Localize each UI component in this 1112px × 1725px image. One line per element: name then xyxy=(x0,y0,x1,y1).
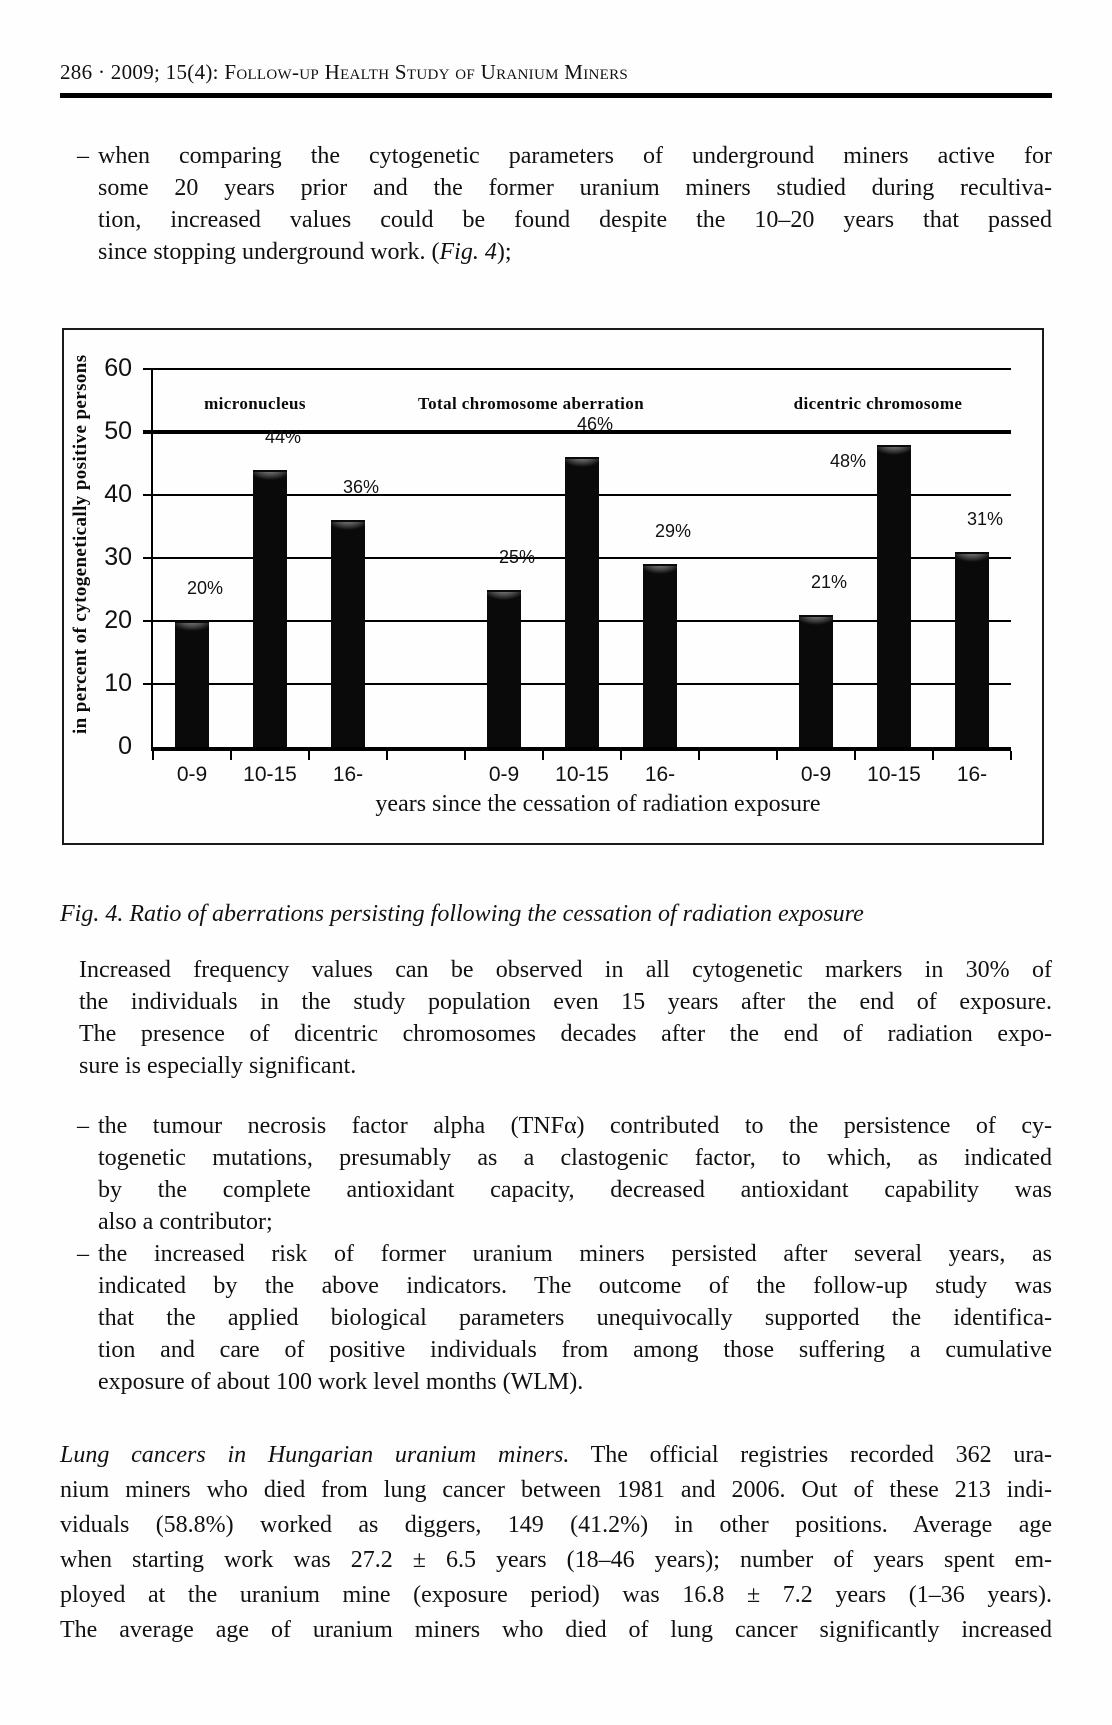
bullet-text xyxy=(98,140,1052,268)
text-line: indicated by the above indicators. The outcome of the follow-up study was xyxy=(98,1273,1052,1299)
bar xyxy=(877,445,911,747)
bullet-text xyxy=(98,1110,1052,1238)
text-column xyxy=(60,0,1052,1648)
x-axis-tick xyxy=(1010,751,1012,760)
text-line: Lung cancers in Hungarian uranium miners. The official registries recorded 362 ura- xyxy=(60,1442,1052,1468)
gridline-60 xyxy=(143,368,1011,370)
bar xyxy=(331,520,365,747)
value-label: 25% xyxy=(498,546,536,567)
bullet-item-risk xyxy=(60,1238,1052,1398)
y-tick-label: 0 xyxy=(118,732,132,760)
group-label: Total chromosome aberration xyxy=(417,394,645,413)
y-tick-label: 10 xyxy=(104,669,132,697)
category-label: 16- xyxy=(332,763,364,786)
bullet-marker: – xyxy=(77,1241,89,1267)
y-tick-label: 40 xyxy=(104,480,132,508)
bar xyxy=(799,615,833,747)
text-line: by the complete antioxidant capacity, decreased antioxidant capability was xyxy=(98,1177,1052,1203)
bar xyxy=(955,552,989,747)
bullet-item-comparison xyxy=(60,140,1052,268)
x-axis-tick xyxy=(542,751,544,760)
category-label: 16- xyxy=(644,763,676,786)
group-label: dicentric chromosome xyxy=(793,394,963,413)
y-axis-label: in percent of cytogenetically positive persons xyxy=(70,354,91,734)
value-label: 48% xyxy=(829,450,867,471)
category-label: 0-9 xyxy=(176,763,208,786)
bullet-text xyxy=(98,1238,1052,1398)
category-label: 0-9 xyxy=(800,763,832,786)
text-line: togenetic mutations, presumably as a clastogenic factor, to which, as indicated xyxy=(98,1145,1052,1171)
y-tick-label: 60 xyxy=(104,354,132,382)
text-line: ployed at the uranium mine (exposure period) was 16.8 ± 7.2 years (1–36 years). xyxy=(60,1582,1052,1608)
text-line: exposure of about 100 work level months (WLM). xyxy=(98,1369,584,1395)
x-axis-tick xyxy=(932,751,934,760)
text-line: when comparing the cytogenetic parameters of underground miners active for xyxy=(98,143,1052,169)
x-axis-tick xyxy=(464,751,466,760)
text-line: the tumour necrosis factor alpha (TNFα) contributed to the persistence of cy- xyxy=(98,1113,1052,1139)
text-line: tion and care of positive individuals from among those suffering a cumulative xyxy=(98,1337,1052,1363)
category-label: 10-15 xyxy=(243,763,297,786)
text-line: some 20 years prior and the former uranium miners studied during recultiva- xyxy=(98,175,1052,201)
text-line: Increased frequency values can be observed in all cytogenetic markers in 30% of xyxy=(79,957,1052,983)
paragraph-lung-cancers xyxy=(60,1438,1052,1648)
x-axis-tick xyxy=(308,751,310,760)
text-line: the individuals in the study population even 15 years after the end of exposure. xyxy=(79,989,1052,1015)
bullet-marker: – xyxy=(77,1113,89,1139)
value-label: 20% xyxy=(186,578,224,598)
header-running-title: Follow-up Health Study of Uranium Miners xyxy=(224,60,629,84)
bullet-item-tnf xyxy=(60,1110,1052,1238)
x-axis-tick xyxy=(698,751,700,760)
text-line: when starting work was 27.2 ± 6.5 years (18–46 years); number of years spent em- xyxy=(60,1547,1052,1573)
category-label: 16- xyxy=(956,763,988,786)
x-axis-tick xyxy=(620,751,622,760)
category-label: 0-9 xyxy=(488,763,520,786)
category-label: 10-15 xyxy=(555,763,609,786)
bullet-marker: – xyxy=(77,143,89,169)
text-line: since stopping underground work. (Fig. 4); xyxy=(98,239,512,265)
y-tick-label: 20 xyxy=(104,606,132,634)
x-axis-title: years since the cessation of radiation exposure xyxy=(375,791,821,817)
bar xyxy=(175,621,209,747)
value-label: 29% xyxy=(654,521,692,542)
text-line: the increased risk of former uranium miners persisted after several years, as xyxy=(98,1241,1052,1267)
x-axis-tick xyxy=(230,751,232,760)
text-line: tion, increased values could be found despite the 10–20 years that passed xyxy=(98,207,1052,233)
page-header xyxy=(60,60,1052,85)
y-tick-label: 30 xyxy=(104,543,132,571)
text-line: viduals (58.8%) worked as diggers, 149 (41.2%) in other positions. Average age xyxy=(60,1512,1052,1538)
plot-area xyxy=(151,369,1011,751)
x-axis-tick xyxy=(152,751,154,760)
value-label: 21% xyxy=(810,571,848,592)
category-label: 10-15 xyxy=(867,763,921,786)
value-label: 46% xyxy=(576,414,614,435)
x-axis-tick xyxy=(776,751,778,760)
figure-4-bar-chart xyxy=(62,328,1044,845)
text-line: The average age of uranium miners who died of lung cancer significantly increased xyxy=(60,1617,1052,1643)
bar xyxy=(643,564,677,747)
bar xyxy=(253,470,287,747)
header-rule xyxy=(60,93,1052,98)
y-tick-label: 50 xyxy=(104,417,132,445)
bar xyxy=(565,457,599,747)
bar xyxy=(487,590,521,748)
figure-caption: Fig. 4. Ratio of aberrations persisting following the cessation of radiation exposure xyxy=(60,901,864,927)
value-label: 44% xyxy=(264,426,302,447)
text-line: nium miners who died from lung cancer between 1981 and 2006. Out of these 213 indi- xyxy=(60,1477,1052,1503)
value-label: 31% xyxy=(966,508,1004,529)
header-citation: 286 · 2009; 15(4): xyxy=(60,60,225,84)
text-line: The presence of dicentric chromosomes decades after the end of radiation expo- xyxy=(79,1021,1052,1047)
group-label: micronucleus xyxy=(204,394,306,413)
paragraph-markers xyxy=(79,954,1052,1082)
x-axis-tick xyxy=(854,751,856,760)
text-line: that the applied biological parameters unequivocally supported the identifica- xyxy=(98,1305,1052,1331)
x-axis-tick xyxy=(386,751,388,760)
text-line: also a contributor; xyxy=(98,1209,273,1235)
text-line: sure is especially significant. xyxy=(79,1053,357,1079)
value-label: 36% xyxy=(342,477,380,498)
